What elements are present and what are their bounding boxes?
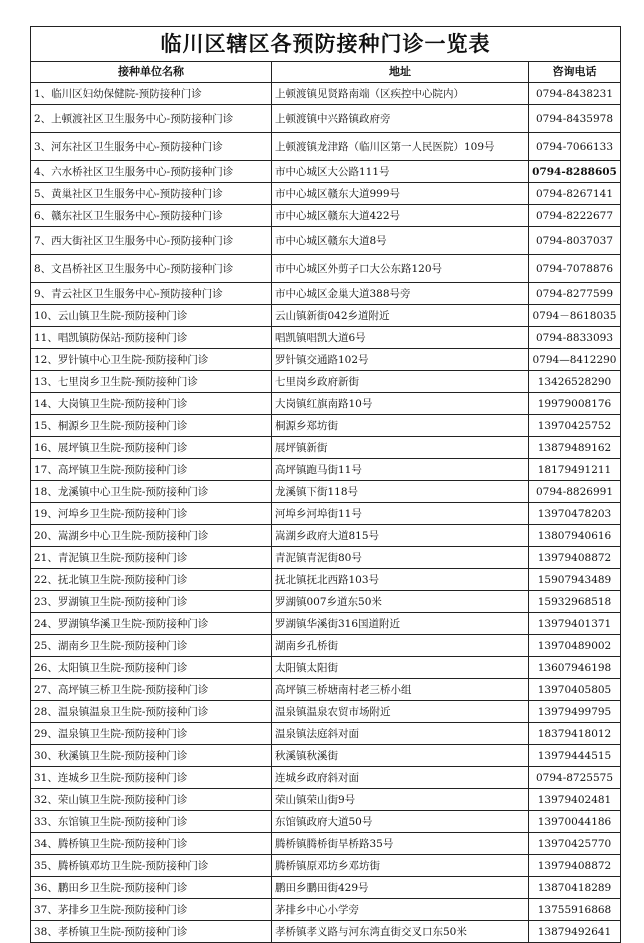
clinic-address: 茅排乡中心小学旁 xyxy=(272,899,529,921)
table-row xyxy=(31,459,621,481)
clinic-unit-name: 31、连城乡卫生院-预防接种门诊 xyxy=(31,767,272,789)
table-row xyxy=(31,723,621,745)
table-row xyxy=(31,921,621,943)
clinic-address: 秋溪镇秋溪街 xyxy=(272,745,529,767)
clinic-unit-name: 4、六水桥社区卫生服务中心-预防接种门诊 xyxy=(31,161,272,183)
clinic-unit-name: 28、温泉镇温泉卫生院-预防接种门诊 xyxy=(31,701,272,723)
clinic-unit-name: 10、云山镇卫生院-预防接种门诊 xyxy=(31,305,272,327)
clinic-phone: 0794—8412290 xyxy=(529,349,621,371)
clinic-phone: 13970044186 xyxy=(529,811,621,833)
clinic-phone: 13979402481 xyxy=(529,789,621,811)
table-row xyxy=(31,283,621,305)
clinic-address: 罗针镇交通路102号 xyxy=(272,349,529,371)
table-row xyxy=(31,767,621,789)
clinic-address: 市中心城区外剪子口大公东路120号 xyxy=(272,255,529,283)
table-row xyxy=(31,503,621,525)
table-row xyxy=(31,371,621,393)
table-row xyxy=(31,227,621,255)
clinic-unit-name: 20、嵩湖乡中心卫生院-预防接种门诊 xyxy=(31,525,272,547)
clinic-unit-name: 5、黄巢社区卫生服务中心-预防接种门诊 xyxy=(31,183,272,205)
clinic-phone: 0794-7078876 xyxy=(529,255,621,283)
clinic-unit-name: 13、七里岗乡卫生院-预防接种门诊 xyxy=(31,371,272,393)
clinic-unit-name: 12、罗针镇中心卫生院-预防接种门诊 xyxy=(31,349,272,371)
clinic-unit-name: 37、茅排乡卫生院-预防接种门诊 xyxy=(31,899,272,921)
clinic-address: 抚北镇抚北西路103号 xyxy=(272,569,529,591)
clinic-unit-name: 36、鹏田乡卫生院-预防接种门诊 xyxy=(31,877,272,899)
table-row xyxy=(31,305,621,327)
clinic-unit-name: 29、温泉镇卫生院-预防接种门诊 xyxy=(31,723,272,745)
clinic-address: 高坪镇跑马街11号 xyxy=(272,459,529,481)
clinic-unit-name: 22、抚北镇卫生院-预防接种门诊 xyxy=(31,569,272,591)
clinic-address: 市中心城区大公路111号 xyxy=(272,161,529,183)
clinic-phone: 0794－8618035 xyxy=(529,305,621,327)
clinic-unit-name: 21、青泥镇卫生院-预防接种门诊 xyxy=(31,547,272,569)
table-row xyxy=(31,481,621,503)
clinic-address: 罗湖镇华溪街316国道附近 xyxy=(272,613,529,635)
clinic-table xyxy=(30,26,621,943)
table-row xyxy=(31,613,621,635)
clinic-address: 上顿渡镇见贤路南端（区疾控中心院内） xyxy=(272,83,529,105)
clinic-phone: 13426528290 xyxy=(529,371,621,393)
table-row xyxy=(31,855,621,877)
clinic-phone: 13979408872 xyxy=(529,855,621,877)
clinic-unit-name: 14、大岗镇卫生院-预防接种门诊 xyxy=(31,393,272,415)
clinic-address: 太阳镇太阳街 xyxy=(272,657,529,679)
clinic-phone: 0794-8833093 xyxy=(529,327,621,349)
clinic-address: 腾桥镇原邓坊乡邓坊街 xyxy=(272,855,529,877)
clinic-unit-name: 11、唱凯镇防保站-预防接种门诊 xyxy=(31,327,272,349)
clinic-address: 七里岗乡政府新街 xyxy=(272,371,529,393)
clinic-unit-name: 24、罗湖镇华溪卫生院-预防接种门诊 xyxy=(31,613,272,635)
table-row xyxy=(31,635,621,657)
clinic-address: 大岗镇红旗南路10号 xyxy=(272,393,529,415)
table-row xyxy=(31,525,621,547)
table-row xyxy=(31,899,621,921)
clinic-phone: 13870418289 xyxy=(529,877,621,899)
clinic-phone: 15907943489 xyxy=(529,569,621,591)
header-unit-name: 接种单位名称 xyxy=(31,62,272,83)
clinic-unit-name: 23、罗湖镇卫生院-预防接种门诊 xyxy=(31,591,272,613)
table-title: 临川区辖区各预防接种门诊一览表 xyxy=(31,27,621,62)
table-row xyxy=(31,679,621,701)
clinic-address: 龙溪镇下街118号 xyxy=(272,481,529,503)
clinic-phone: 13879492641 xyxy=(529,921,621,943)
clinic-address: 高坪镇三桥塘南村老三桥小组 xyxy=(272,679,529,701)
clinic-unit-name: 35、腾桥镇邓坊卫生院-预防接种门诊 xyxy=(31,855,272,877)
clinic-address: 腾桥镇腾桥街旱桥路35号 xyxy=(272,833,529,855)
clinic-phone: 13970405805 xyxy=(529,679,621,701)
clinic-phone: 18379418012 xyxy=(529,723,621,745)
clinic-unit-name: 9、青云社区卫生服务中心-预防接种门诊 xyxy=(31,283,272,305)
clinic-unit-name: 32、荣山镇卫生院-预防接种门诊 xyxy=(31,789,272,811)
clinic-phone: 0794-8725575 xyxy=(529,767,621,789)
clinic-unit-name: 38、孝桥镇卫生院-预防接种门诊 xyxy=(31,921,272,943)
table-row xyxy=(31,255,621,283)
clinic-unit-name: 34、腾桥镇卫生院-预防接种门诊 xyxy=(31,833,272,855)
clinic-address: 连城乡政府斜对面 xyxy=(272,767,529,789)
clinic-address: 市中心城区赣东大道422号 xyxy=(272,205,529,227)
clinic-unit-name: 15、桐源乡卫生院-预防接种门诊 xyxy=(31,415,272,437)
clinic-address: 市中心城区赣东大道8号 xyxy=(272,227,529,255)
clinic-address: 展坪镇新街 xyxy=(272,437,529,459)
clinic-phone: 13970489002 xyxy=(529,635,621,657)
clinic-address: 罗湖镇007乡道东50米 xyxy=(272,591,529,613)
clinic-address: 湖南乡孔桥街 xyxy=(272,635,529,657)
clinic-phone: 0794-7066133 xyxy=(529,133,621,161)
clinic-unit-name: 26、太阳镇卫生院-预防接种门诊 xyxy=(31,657,272,679)
table-row xyxy=(31,183,621,205)
table-body xyxy=(31,83,621,943)
clinic-address: 荣山镇荣山街9号 xyxy=(272,789,529,811)
clinic-phone: 13755916868 xyxy=(529,899,621,921)
clinic-unit-name: 1、临川区妇幼保健院-预防接种门诊 xyxy=(31,83,272,105)
table-row xyxy=(31,437,621,459)
table-row xyxy=(31,327,621,349)
clinic-phone: 13979408872 xyxy=(529,547,621,569)
clinic-phone: 0794-8826991 xyxy=(529,481,621,503)
clinic-unit-name: 8、文昌桥社区卫生服务中心-预防接种门诊 xyxy=(31,255,272,283)
clinic-phone: 15932968518 xyxy=(529,591,621,613)
table-row xyxy=(31,591,621,613)
clinic-phone: 0794-8267141 xyxy=(529,183,621,205)
header-phone: 咨询电话 xyxy=(529,62,621,83)
clinic-unit-name: 30、秋溪镇卫生院-预防接种门诊 xyxy=(31,745,272,767)
clinic-unit-name: 7、西大街社区卫生服务中心-预防接种门诊 xyxy=(31,227,272,255)
clinic-phone: 13607946198 xyxy=(529,657,621,679)
table-row xyxy=(31,161,621,183)
table-row xyxy=(31,547,621,569)
table-row xyxy=(31,133,621,161)
clinic-address: 温泉镇法庭斜对面 xyxy=(272,723,529,745)
clinic-address: 嵩湖乡政府大道815号 xyxy=(272,525,529,547)
clinic-unit-name: 16、展坪镇卫生院-预防接种门诊 xyxy=(31,437,272,459)
clinic-phone: 18179491211 xyxy=(529,459,621,481)
clinic-phone: 13879489162 xyxy=(529,437,621,459)
table-row xyxy=(31,105,621,133)
table-row xyxy=(31,811,621,833)
clinic-address: 市中心城区赣东大道999号 xyxy=(272,183,529,205)
clinic-address: 东馆镇政府大道50号 xyxy=(272,811,529,833)
table-row xyxy=(31,877,621,899)
clinic-unit-name: 18、龙溪镇中心卫生院-预防接种门诊 xyxy=(31,481,272,503)
clinic-phone: 0794-8277599 xyxy=(529,283,621,305)
table-row xyxy=(31,789,621,811)
table-row xyxy=(31,415,621,437)
header-address: 地址 xyxy=(272,62,529,83)
table-row xyxy=(31,205,621,227)
clinic-phone: 0794-8438231 xyxy=(529,83,621,105)
vaccination-clinic-sheet xyxy=(30,26,620,943)
table-row xyxy=(31,349,621,371)
table-row xyxy=(31,701,621,723)
clinic-unit-name: 25、湖南乡卫生院-预防接种门诊 xyxy=(31,635,272,657)
clinic-unit-name: 17、高坪镇卫生院-预防接种门诊 xyxy=(31,459,272,481)
clinic-unit-name: 3、河东社区卫生服务中心-预防接种门诊 xyxy=(31,133,272,161)
clinic-unit-name: 2、上顿渡社区卫生服务中心-预防接种门诊 xyxy=(31,105,272,133)
clinic-unit-name: 33、东馆镇卫生院-预防接种门诊 xyxy=(31,811,272,833)
clinic-unit-name: 19、河埠乡卫生院-预防接种门诊 xyxy=(31,503,272,525)
clinic-address: 桐源乡郑坊街 xyxy=(272,415,529,437)
clinic-address: 上顿渡镇中兴路镇政府旁 xyxy=(272,105,529,133)
clinic-address: 孝桥镇孝义路与河东湾直街交叉口东50米 xyxy=(272,921,529,943)
clinic-address: 温泉镇温泉农贸市场附近 xyxy=(272,701,529,723)
clinic-phone: 19979008176 xyxy=(529,393,621,415)
clinic-phone: 13970425752 xyxy=(529,415,621,437)
table-row xyxy=(31,745,621,767)
clinic-address: 唱凯镇唱凯大道6号 xyxy=(272,327,529,349)
clinic-address: 市中心城区金巢大道388号旁 xyxy=(272,283,529,305)
table-row xyxy=(31,833,621,855)
table-row xyxy=(31,569,621,591)
clinic-phone: 0794-8037037 xyxy=(529,227,621,255)
clinic-address: 云山镇新街042乡道附近 xyxy=(272,305,529,327)
clinic-phone: 13970425770 xyxy=(529,833,621,855)
table-row xyxy=(31,83,621,105)
clinic-unit-name: 27、高坪镇三桥卫生院-预防接种门诊 xyxy=(31,679,272,701)
clinic-address: 青泥镇青泥街80号 xyxy=(272,547,529,569)
clinic-phone: 0794-8435978 xyxy=(529,105,621,133)
clinic-phone: 13979499795 xyxy=(529,701,621,723)
clinic-phone: 13979401371 xyxy=(529,613,621,635)
clinic-phone: 13979444515 xyxy=(529,745,621,767)
clinic-address: 上顿渡镇龙津路（临川区第一人民医院）109号 xyxy=(272,133,529,161)
clinic-phone: 13970478203 xyxy=(529,503,621,525)
clinic-phone: 0794-8288605 xyxy=(529,161,621,183)
table-row xyxy=(31,657,621,679)
clinic-phone: 0794-8222677 xyxy=(529,205,621,227)
clinic-address: 鹏田乡鹏田街429号 xyxy=(272,877,529,899)
clinic-address: 河埠乡河埠街11号 xyxy=(272,503,529,525)
clinic-phone: 13807940616 xyxy=(529,525,621,547)
table-row xyxy=(31,393,621,415)
clinic-unit-name: 6、赣东社区卫生服务中心-预防接种门诊 xyxy=(31,205,272,227)
